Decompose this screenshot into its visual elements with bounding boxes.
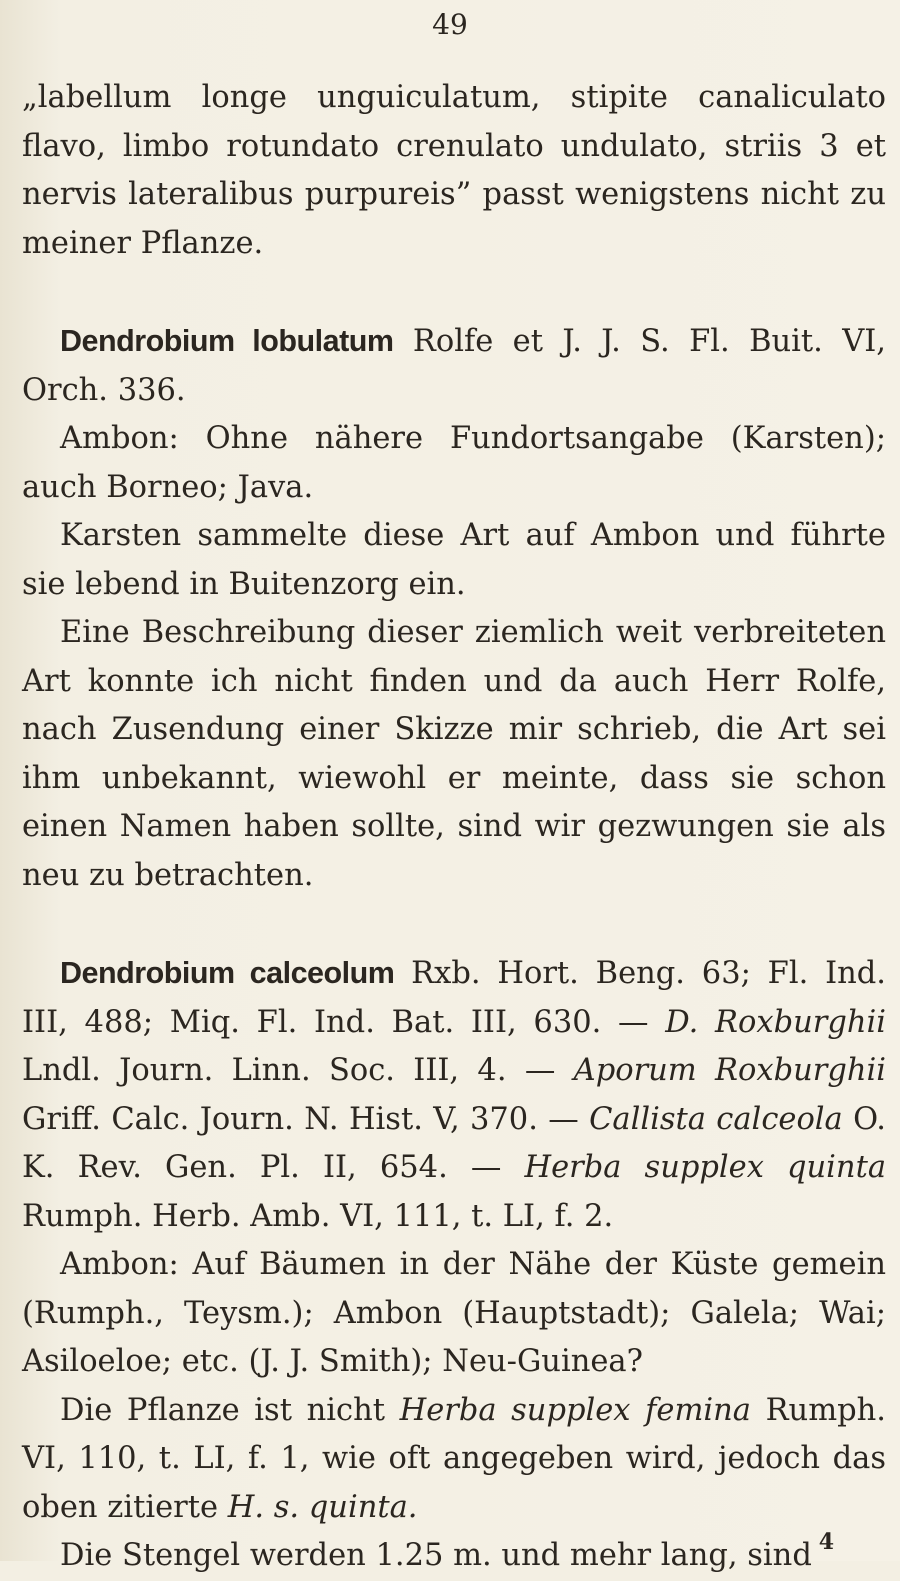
synonym-italic: Herba supplex quinta bbox=[524, 1150, 887, 1185]
paragraph-description: Eine Beschreibung dieser ziemlich weit verbreiteten Art konnte ich nicht finden und da auch Herr Rolfe, nach Zusendung einer Skizze mir schrieb, die Art sei ihm unbekannt, wiewohl er meinte, dass sie schon einen Namen haben sollte, sind wir gezwungen sie als neu zu betrachten. bbox=[22, 615, 886, 893]
species-heading-calceolum bbox=[22, 949, 886, 1241]
species-name: Dendrobium calceolum bbox=[60, 956, 395, 990]
synonym-italic: Aporum Roxburghii bbox=[573, 1053, 886, 1088]
paragraph-locality-lobulatum: Ambon: Ohne nähere Fundortsangabe (Karsten); auch Borneo; Java. bbox=[22, 421, 886, 505]
signature-mark: 4 bbox=[818, 1529, 834, 1555]
citation-text: Rumph. Herb. Amb. VI, 111, t. LI, f. 2. bbox=[22, 1198, 614, 1234]
species-citation: Rolfe et J. J. S. Fl. Buit. VI, Orch. 336. bbox=[22, 324, 886, 408]
text-run: Die Pflanze ist nicht bbox=[60, 1392, 400, 1428]
citation-text: Rxb. Hort. Beng. 63; Fl. Ind. III, 488; Miq. Fl. Ind. Bat. III, 630. — bbox=[22, 956, 886, 1040]
paragraph-stems: Die Stengel werden 1.25 m. und mehr lang, sind bbox=[60, 1538, 812, 1573]
citation-text: Lndl. Journ. Linn. Soc. III, 4. — bbox=[22, 1053, 574, 1088]
italic-run: H. s. quinta. bbox=[227, 1489, 418, 1525]
paragraph-locality-calceolum: Ambon: Auf Bäumen in der Nähe der Küste gemein (Rumph., Teysm.); Ambon (Hauptstadt); Galela; Wai; Asiloeloe; etc. (J. J. Smith); Neu-Guinea? bbox=[22, 1247, 886, 1379]
paragraph-quote-end: „labellum longe unguiculatum, stipite canaliculato flavo, limbo rotundato crenulato undulato, striis 3 et nervis lateralibus purpureis” passt wenigstens nicht zu meiner Pflanze. bbox=[22, 80, 886, 261]
paragraph-rumph-note bbox=[22, 1387, 886, 1533]
species-name: Dendrobium lobulatum bbox=[60, 324, 394, 358]
italic-run: Herba supplex femina bbox=[399, 1392, 751, 1428]
text-run: Rumph. VI, 110, t. LI, f. 1, wie oft angegeben wird, jedoch das oben zitierte bbox=[22, 1392, 886, 1525]
species-heading-lobulatum bbox=[22, 317, 886, 415]
synonym-italic: D. Roxburghii bbox=[665, 1004, 886, 1040]
citation-text: O. K. Rev. Gen. Pl. II, 654. — bbox=[22, 1101, 886, 1185]
paragraph-karsten: Karsten sammelte diese Art auf Ambon und führte sie lebend in Buitenzorg ein. bbox=[22, 518, 886, 602]
synonym-italic: Callista calceola bbox=[589, 1101, 843, 1137]
page-number: 49 bbox=[432, 8, 468, 41]
text-block bbox=[22, 74, 886, 1581]
citation-text: Griff. Calc. Journ. N. Hist. V, 370. — bbox=[22, 1101, 590, 1137]
